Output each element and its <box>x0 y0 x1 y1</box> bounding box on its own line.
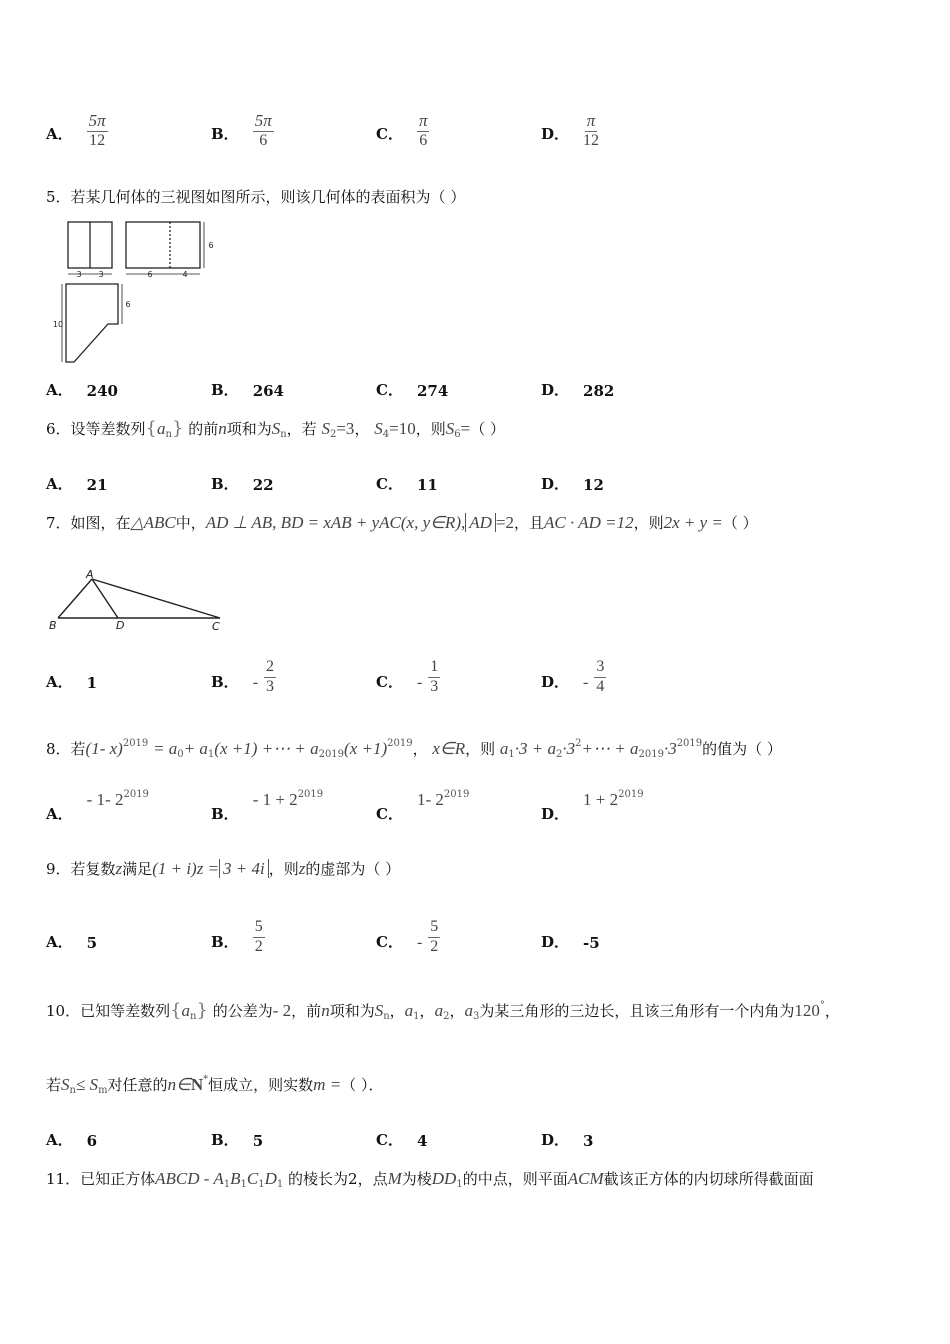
math-set: N <box>190 1075 204 1094</box>
subscript: n <box>383 1011 390 1022</box>
text: 的虚部为（ ） <box>305 860 401 878</box>
math: C <box>246 1169 259 1188</box>
math: 120 <box>794 1001 820 1020</box>
subscript: m <box>98 1085 108 1096</box>
numerator: 1 <box>428 659 440 678</box>
q7-triangle-figure <box>46 566 236 638</box>
q5-three-view-figure <box>54 218 224 368</box>
text: 满足 <box>122 860 153 878</box>
text: 11．已知正方体 <box>46 1170 156 1188</box>
superscript: 2019 <box>122 738 149 749</box>
q6-option-b[interactable] <box>211 454 274 494</box>
option-value: 12 <box>583 476 604 494</box>
dim-label: 3 <box>76 270 82 279</box>
q9-option-d[interactable] <box>541 912 600 952</box>
option-label: A． <box>46 933 73 951</box>
option-label: C． <box>376 125 403 143</box>
option-label: D． <box>541 1131 570 1149</box>
numerator: 5 <box>428 919 440 938</box>
math: = <box>460 419 471 438</box>
math: =2 <box>495 513 514 532</box>
q5-option-b[interactable] <box>211 360 284 400</box>
dim-label: 6 <box>208 241 214 250</box>
option-value: 3 <box>583 1132 594 1150</box>
q9-option-c[interactable] <box>376 912 440 956</box>
minus-sign: - <box>252 674 259 691</box>
math: (1- x) <box>85 739 123 758</box>
option-label: A． <box>46 381 73 399</box>
brace: } <box>171 418 184 439</box>
text: 为某三角形的三边长，且该三角形有一个内角为 <box>479 1002 795 1020</box>
q8-option-c[interactable] <box>376 784 469 824</box>
text: 恒成立，则实数 <box>208 1076 314 1094</box>
q10-options <box>46 1110 926 1150</box>
dim-label: 6 <box>125 300 131 309</box>
text: 截该正方体的内切球所得截面面 <box>603 1170 814 1188</box>
q5-option-d[interactable] <box>541 360 614 400</box>
text: 项和为 <box>226 420 272 438</box>
text: ， <box>824 1002 840 1020</box>
q4-options <box>46 104 926 150</box>
q10-option-a[interactable] <box>46 1110 97 1150</box>
subscript: 2 <box>329 429 337 440</box>
q6-stem <box>46 418 505 440</box>
math: =10 <box>389 419 416 438</box>
math: (1 + i)z = <box>152 859 220 878</box>
option-value: 5 <box>252 1132 264 1150</box>
top-view <box>66 284 118 362</box>
text: ，则 <box>633 514 664 532</box>
subscript: 2019 <box>318 749 345 760</box>
text: 为棱 <box>401 1170 432 1188</box>
superscript: 2019 <box>123 789 149 800</box>
denominator: 6 <box>419 132 428 150</box>
option-label: D． <box>541 381 570 399</box>
math: (x +1) <box>344 739 388 758</box>
q11-stem <box>46 1168 814 1190</box>
dim-label: 4 <box>182 270 188 279</box>
superscript: 2 <box>575 738 582 749</box>
option-label: A． <box>46 1131 73 1149</box>
q4-option-c[interactable] <box>376 104 429 150</box>
text: 10．已知等差数列 <box>46 1002 171 1020</box>
superscript: 2019 <box>297 789 324 800</box>
subscript: 1 <box>276 1179 284 1190</box>
text: 2 <box>348 1170 358 1188</box>
subscript: 1 <box>413 1011 420 1022</box>
math: n∈ <box>167 1075 191 1094</box>
subscript: 2 <box>556 749 563 760</box>
q8-options <box>46 784 926 824</box>
fraction <box>594 659 606 696</box>
math: S <box>374 1001 384 1020</box>
q5-options <box>46 360 926 400</box>
option-value: 22 <box>252 476 274 494</box>
option-value: 6 <box>86 1132 98 1150</box>
text: 8．若 <box>46 740 86 758</box>
subscript: 2019 <box>638 749 664 760</box>
option-label: C． <box>376 673 403 691</box>
superscript: 2019 <box>618 789 644 800</box>
subscript: n <box>165 429 172 440</box>
dim-label: 10 <box>52 320 64 329</box>
subscript: 1 <box>240 1179 247 1190</box>
q4-option-d[interactable] <box>541 104 600 150</box>
math: a <box>157 419 166 438</box>
text: ， <box>412 740 428 758</box>
q9-stem <box>46 858 400 879</box>
option-label: B． <box>211 1131 239 1149</box>
option-value: 21 <box>86 476 108 494</box>
superscript: ° <box>819 1000 825 1011</box>
subscript: 0 <box>177 749 184 760</box>
subscript: 4 <box>382 429 390 440</box>
fraction <box>417 112 430 150</box>
option-label: D． <box>541 125 570 143</box>
superscript: 2019 <box>676 738 703 749</box>
q10-option-c[interactable] <box>376 1110 427 1150</box>
math: a <box>499 739 509 758</box>
q5-option-c[interactable] <box>376 360 448 400</box>
text: 7．如图，在 <box>46 514 131 532</box>
math: 2x + y = <box>663 513 723 532</box>
brace: } <box>196 1000 208 1021</box>
option-value: 282 <box>583 382 615 400</box>
option-label: B． <box>211 933 239 951</box>
math: z <box>298 859 306 878</box>
math: ·3 + a <box>514 739 557 758</box>
subscript: n <box>190 1011 197 1022</box>
option-label: C． <box>376 381 403 399</box>
option-label: B． <box>211 381 239 399</box>
q9-option-b[interactable] <box>211 912 265 956</box>
option-value: 264 <box>252 382 284 400</box>
q7-stem <box>46 512 758 533</box>
option-label: D． <box>541 933 570 951</box>
numerator: π <box>586 111 596 131</box>
q7-option-b[interactable] <box>211 652 276 696</box>
option-label: B． <box>211 805 239 823</box>
option-value: 5 <box>86 934 98 952</box>
text: ， <box>449 1002 465 1020</box>
q7-option-d[interactable] <box>541 652 606 696</box>
math: ·3 <box>562 739 576 758</box>
math: S <box>374 419 383 438</box>
text: 的中点，则平面 <box>462 1170 568 1188</box>
q6-option-c[interactable] <box>376 454 438 494</box>
option-math: 1 + 2 <box>583 790 619 809</box>
denominator: 2 <box>430 938 439 956</box>
subscript: 1 <box>456 1179 463 1190</box>
subscript: n <box>69 1085 76 1096</box>
text: 的值为（ ） <box>702 740 782 758</box>
text: ，则 <box>465 740 496 758</box>
math: S <box>445 419 455 438</box>
option-label: D． <box>541 475 570 493</box>
q7-option-c[interactable] <box>376 652 440 696</box>
option-value: 240 <box>86 382 118 400</box>
option-label: C． <box>376 1131 403 1149</box>
math: (x +1) +⋯ + a <box>214 739 319 758</box>
option-label: A． <box>46 475 73 493</box>
fraction <box>253 112 274 150</box>
option-value: 274 <box>416 382 449 400</box>
text: 的前 <box>188 420 219 438</box>
q6-option-a[interactable] <box>46 454 108 494</box>
math: DD <box>431 1169 457 1188</box>
text: ， <box>354 420 370 438</box>
math: D <box>264 1169 277 1188</box>
text: ，点 <box>357 1170 388 1188</box>
text: （ ）． <box>341 1076 384 1094</box>
numerator: 2 <box>264 659 276 678</box>
math: =3 <box>336 419 355 438</box>
subscript: 2 <box>443 1011 450 1022</box>
option-label: A． <box>46 805 73 823</box>
q6-options <box>46 454 926 494</box>
q8-option-b[interactable] <box>211 784 323 824</box>
option-label: D． <box>541 673 570 691</box>
math: m = <box>313 1075 342 1094</box>
point-label: C <box>212 620 220 633</box>
q5-option-a[interactable] <box>46 360 118 400</box>
math: AD ⊥ AB, BD = xAB + yAC(x, y∈R), <box>205 513 466 532</box>
q8-option-a[interactable] <box>46 784 149 824</box>
point-label: D <box>116 619 125 632</box>
text: （ ） <box>470 420 505 438</box>
math: z <box>115 859 123 878</box>
dim-label: 3 <box>98 270 104 279</box>
option-label: C． <box>376 805 403 823</box>
math: S <box>271 419 281 438</box>
option-value: 4 <box>416 1132 428 1150</box>
fraction <box>253 919 265 956</box>
subscript: n <box>280 429 287 440</box>
option-label: C． <box>376 933 403 951</box>
text: 对任意的 <box>107 1076 168 1094</box>
denominator: 12 <box>89 132 106 150</box>
text: 若 <box>46 1076 62 1094</box>
option-label: C． <box>376 475 403 493</box>
numerator: 5π <box>254 111 272 131</box>
math: n <box>321 1001 330 1020</box>
fraction <box>264 659 276 696</box>
math: a <box>181 1001 191 1020</box>
text: （ ） <box>722 514 758 532</box>
text: ，则 <box>268 860 299 878</box>
math: △ABC <box>130 513 176 532</box>
q10-stem-line1 <box>46 1000 840 1022</box>
denominator: 6 <box>259 132 268 150</box>
text: ， <box>389 1002 405 1020</box>
option-value: 1 <box>86 674 98 692</box>
minus-sign: - <box>583 674 589 691</box>
denominator: 3 <box>430 678 439 696</box>
math: ≤ S <box>75 1075 99 1094</box>
math: AC · AD =12 <box>544 513 634 532</box>
numerator: 5π <box>88 111 106 131</box>
text: ，且 <box>514 514 545 532</box>
side-view <box>126 222 200 268</box>
text: ，则 <box>415 420 446 438</box>
math: ·3 <box>663 739 677 758</box>
option-label: D． <box>541 805 570 823</box>
denominator: 4 <box>596 678 605 696</box>
text: 的公差为 <box>212 1002 273 1020</box>
option-math: 1- 2 <box>416 790 444 809</box>
point-label: B <box>49 619 57 632</box>
numerator: 5 <box>253 919 265 938</box>
math: a <box>434 1001 444 1020</box>
subscript: 1 <box>207 749 215 760</box>
text: ，前 <box>291 1002 322 1020</box>
subscript: 1 <box>258 1179 265 1190</box>
superscript: 2019 <box>443 789 470 800</box>
q4-option-b[interactable] <box>211 104 274 150</box>
math-abs: AD <box>465 513 496 532</box>
q10-option-d[interactable] <box>541 1110 593 1150</box>
text: ，若 <box>286 420 317 438</box>
math: B <box>230 1169 241 1188</box>
math: +⋯ + a <box>581 739 639 758</box>
math: S <box>61 1075 70 1094</box>
subscript: 1 <box>223 1179 231 1190</box>
fraction <box>87 112 108 150</box>
option-value: 11 <box>416 476 438 494</box>
q9-option-a[interactable] <box>46 912 97 952</box>
text: 6．设等差数列 <box>46 420 146 438</box>
math: a <box>464 1001 473 1020</box>
q10-option-b[interactable] <box>211 1110 263 1150</box>
math: + a <box>183 739 208 758</box>
option-value: -5 <box>583 934 600 952</box>
option-label: B． <box>211 673 239 691</box>
numerator: 3 <box>594 659 606 678</box>
math: ABCD - A <box>155 1169 224 1188</box>
option-label: A． <box>46 673 73 691</box>
subscript: 3 <box>472 1011 480 1022</box>
q7-options <box>46 652 926 696</box>
q9-options <box>46 912 926 956</box>
minus-sign: - <box>416 674 423 691</box>
math: a <box>404 1001 414 1020</box>
option-math: - 1 + 2 <box>252 790 298 809</box>
fraction <box>583 112 599 150</box>
fraction <box>428 659 440 696</box>
fraction <box>428 919 440 956</box>
minus-sign: - <box>416 934 423 951</box>
math: ACM <box>567 1169 604 1188</box>
denominator: 2 <box>254 938 263 956</box>
option-math: - 1- 2 <box>86 790 124 809</box>
math: S <box>321 419 330 438</box>
math: n <box>218 419 227 438</box>
superscript: * <box>203 1074 209 1085</box>
q4-option-a[interactable] <box>46 104 108 150</box>
text: 的棱长为 <box>288 1170 349 1188</box>
q10-stem-line2 <box>46 1074 383 1096</box>
q8-option-d[interactable] <box>541 784 644 824</box>
point-label: A <box>86 568 94 581</box>
subscript: 6 <box>454 429 461 440</box>
q6-option-d[interactable] <box>541 454 604 494</box>
superscript: 2019 <box>387 738 413 749</box>
q7-option-a[interactable] <box>46 652 97 692</box>
math: - 2 <box>272 1001 292 1020</box>
option-label: B． <box>211 125 239 143</box>
option-label: A． <box>46 125 73 143</box>
math: = a <box>153 739 178 758</box>
q5-stem: 5．若某几何体的三视图如图所示，则该几何体的表面积为（ ） <box>46 188 466 206</box>
brace: { <box>145 418 157 439</box>
denominator: 3 <box>266 678 275 696</box>
text: ， <box>419 1002 435 1020</box>
text: 项和为 <box>329 1002 375 1020</box>
dim-label: 6 <box>147 270 153 279</box>
option-label: B． <box>211 475 239 493</box>
math: x∈R <box>432 739 466 758</box>
brace: { <box>170 1000 182 1021</box>
text: 中， <box>175 514 206 532</box>
q8-stem <box>46 738 782 760</box>
math-abs: 3 + 4i <box>219 859 269 878</box>
numerator: π <box>418 111 428 131</box>
denominator: 12 <box>583 132 600 150</box>
text: 9．若复数 <box>46 860 116 878</box>
math: M <box>387 1169 402 1188</box>
subscript: 1 <box>508 749 515 760</box>
